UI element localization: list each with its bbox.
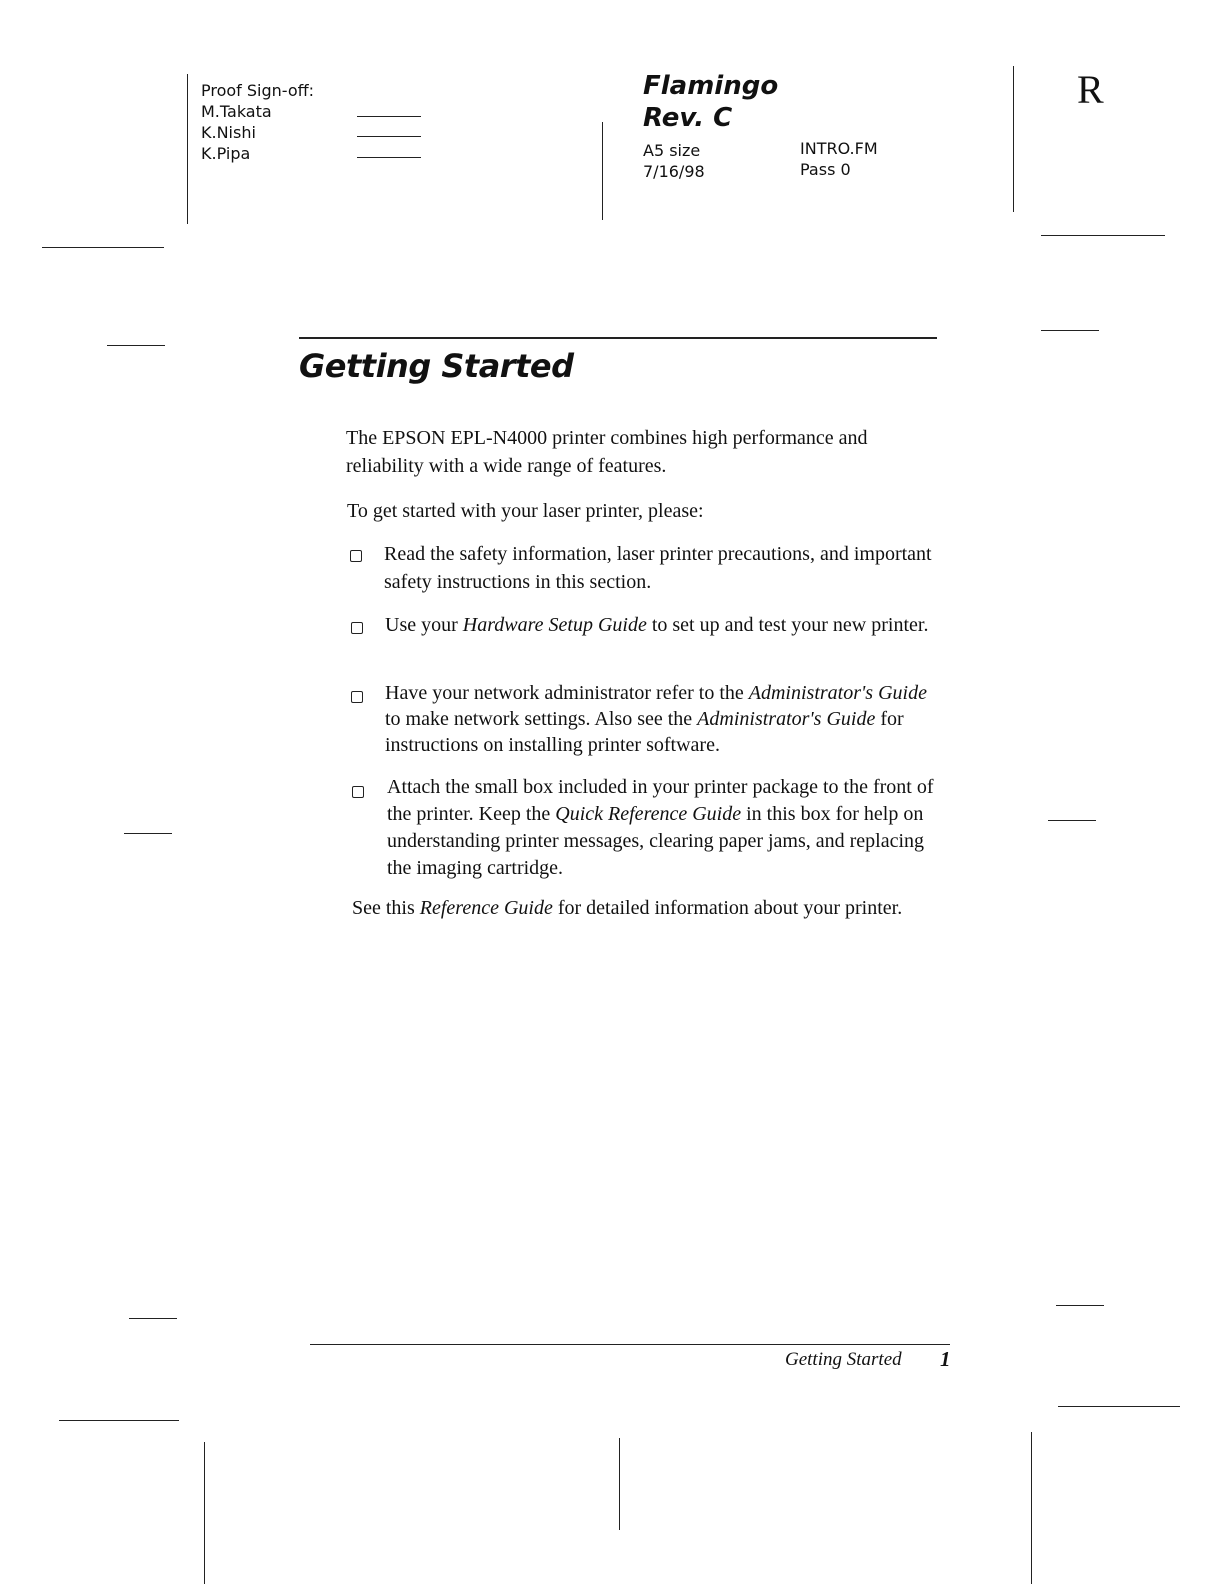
guide-title-quick-reference: Quick Reference Guide xyxy=(555,803,742,825)
lead-paragraph xyxy=(347,497,939,525)
footer-rule xyxy=(310,1344,950,1345)
crop-mark-left-2 xyxy=(107,345,165,346)
proof-signoff-label: Proof Sign-off: xyxy=(201,81,315,100)
crop-mark-right-4 xyxy=(1056,1305,1104,1306)
guide-title-administrators: Administrator's Guide xyxy=(697,708,876,730)
crop-mark-left-5 xyxy=(59,1420,179,1421)
checkbox-bullet-icon xyxy=(351,691,363,703)
file-name: INTRO.FM xyxy=(800,139,878,158)
list-item-text: Attach the small box included in your printer package to the front of the printer. Keep the xyxy=(387,776,934,825)
crop-mark-left-3 xyxy=(124,833,172,834)
crop-mark-left-1 xyxy=(42,247,164,248)
page-size: A5 size xyxy=(643,141,701,160)
project-title-block xyxy=(643,70,778,134)
checkbox-bullet-icon xyxy=(351,622,363,634)
crop-mark-right-5 xyxy=(1058,1406,1180,1407)
checkbox-bullet-icon xyxy=(352,786,364,798)
outro-text: for detailed information about your printer. xyxy=(552,897,903,919)
guide-title-hardware-setup: Hardware Setup Guide xyxy=(462,614,647,636)
crop-mark-right-3 xyxy=(1048,820,1096,821)
crop-mark-left-4 xyxy=(129,1318,177,1319)
crop-mark-right-1 xyxy=(1041,235,1165,236)
signer-name: M.Takata xyxy=(201,102,272,121)
list-item-text: Read the safety information, laser printer precautions, and important safety instructions in this section. xyxy=(384,543,932,593)
lead-text: To get started with your laser printer, please: xyxy=(347,500,704,522)
guide-title-administrators: Administrator's Guide xyxy=(748,682,927,704)
list-item xyxy=(384,540,940,596)
list-item-text: Use your xyxy=(385,614,463,636)
crop-mark-bottom-right-vertical xyxy=(1031,1432,1032,1584)
checkbox-bullet-icon xyxy=(350,550,362,562)
list-item-text: in this box for help on understanding printer messages, clearing paper jams, and replacing the imaging cartridge. xyxy=(387,803,925,879)
crop-mark-top-right-vertical xyxy=(1013,66,1014,212)
list-item-text: for instructions on installing printer software. xyxy=(385,708,904,756)
project-name: Flamingo xyxy=(643,71,779,101)
footer-chapter-title: Getting Started xyxy=(785,1349,902,1370)
crop-mark-top-left-vertical xyxy=(187,74,188,224)
signature-line xyxy=(357,116,421,117)
signer-name: K.Nishi xyxy=(201,123,256,142)
registration-letter: R xyxy=(1077,67,1104,112)
crop-mark-bottom-center-vertical xyxy=(619,1438,620,1530)
outro-text: See this xyxy=(352,897,420,919)
list-item xyxy=(387,774,943,882)
signature-line xyxy=(357,136,421,137)
intro-text: The EPSON EPL-N4000 printer combines high performance and reliability with a wide range of features. xyxy=(346,427,868,477)
pass-number: Pass 0 xyxy=(800,160,851,179)
outro-paragraph xyxy=(352,894,924,922)
chapter-top-rule xyxy=(299,337,937,339)
list-item xyxy=(385,680,945,758)
crop-mark-right-2 xyxy=(1041,330,1099,331)
page-number: 1 xyxy=(940,1347,951,1371)
proof-signoff-block xyxy=(201,80,314,164)
list-item-text: to make network settings. Also see the xyxy=(385,708,698,730)
revision-label: Rev. C xyxy=(643,103,733,133)
chapter-title: Getting Started xyxy=(299,347,574,385)
signer-name: K.Pipa xyxy=(201,144,251,163)
revision-date: 7/16/98 xyxy=(643,162,705,181)
crop-mark-bottom-left-vertical xyxy=(204,1442,205,1584)
crop-mark-top-center-vertical xyxy=(602,122,603,220)
list-item-text: to set up and test your new printer. xyxy=(646,614,929,636)
guide-title-reference: Reference Guide xyxy=(419,897,553,919)
signature-line xyxy=(357,157,421,158)
list-item-text: Have your network administrator refer to the xyxy=(385,682,749,704)
intro-paragraph xyxy=(346,424,938,480)
list-item xyxy=(385,611,941,639)
